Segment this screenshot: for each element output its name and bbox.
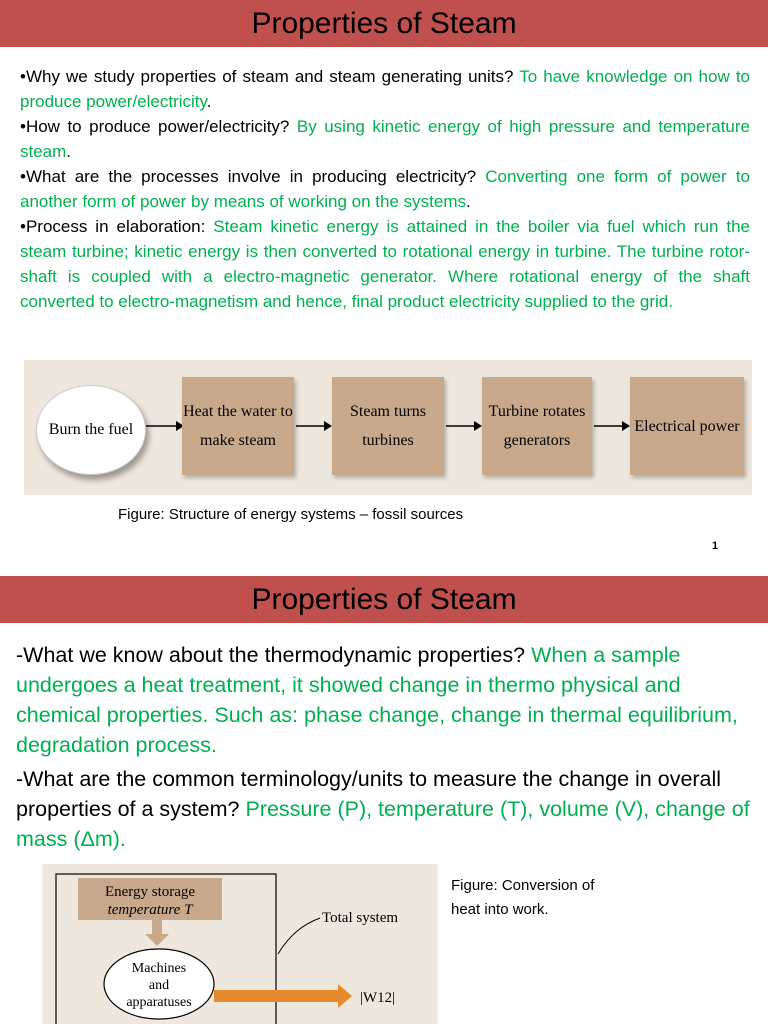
paragraph-thermo-properties	[16, 640, 756, 760]
total-system-label: Total system	[322, 910, 399, 926]
flow-step-turbine-generators	[482, 377, 592, 475]
flow-step-label: Electrical power	[634, 417, 740, 435]
heat-to-work-diagram	[42, 864, 438, 1024]
flow-step-label: Heat the water to make steam	[183, 403, 293, 449]
question-text: -What we know about the thermodynamic properties?	[16, 643, 532, 667]
question-text: •Why we study properties of steam and steam generating units?	[20, 67, 520, 86]
arrow-right-icon	[296, 420, 332, 432]
machines-label-1: Machines	[131, 961, 187, 976]
energy-flow-diagram	[24, 360, 752, 495]
flow-step-steam-turbines	[332, 377, 444, 475]
answer-text: Converting one form of power to another form of power by means of working on the systems	[20, 167, 750, 211]
answer-text: To have knowledge on how to produce power/electricity	[20, 67, 750, 111]
flow-step-label: Steam turns turbines	[350, 403, 426, 449]
arrow-down-icon	[145, 920, 169, 946]
sentence-end: .	[206, 92, 212, 111]
storage-label-1: Energy storage	[104, 884, 196, 900]
work-label: |W12|	[360, 990, 396, 1006]
slide-separator	[0, 566, 768, 576]
heat-to-work-svg	[42, 864, 438, 1024]
flow-step-electrical-power	[630, 377, 744, 475]
answer-text: By using kinetic energy of high pressure and temperature steam	[20, 117, 750, 161]
sentence-end: .	[465, 192, 471, 211]
work-arrow-icon	[214, 984, 352, 1008]
flow-start-ellipse: Burn the fuel	[36, 385, 146, 475]
page-number: 1	[712, 540, 719, 552]
question-text: -What are the common terminology/units to measure the change in overall properties of a system?	[16, 767, 722, 821]
slide-title: Properties of Steam	[0, 576, 768, 623]
paragraph-processes	[20, 164, 750, 214]
machines-label-2: and	[148, 978, 170, 993]
paragraph-how	[20, 114, 750, 164]
flow-step-label: Turbine rotates generators	[488, 403, 586, 449]
answer-text: Pressure (P), temperature (T), volume (V), change of mass (Δm).	[16, 797, 750, 851]
question-text: •What are the processes involve in producing electricity?	[20, 167, 486, 186]
figure-caption: Figure: Structure of energy systems – fossil sources	[118, 506, 464, 523]
paragraph-elaboration	[20, 214, 750, 314]
arrow-right-icon	[594, 420, 630, 432]
answer-text: Steam kinetic energy is attained in the boiler via fuel which run the steam turbine; kinetic energy is then converted to rotational energy in turbine. The turbine rotor-shaft is coupled with a electro-magnetic generator. Where rotational energy of the shaft converted to electro-magnetism and hence, final product electricity supplied to the grid.	[20, 217, 751, 311]
figure-caption: Figure: Conversion of heat into work.	[451, 877, 595, 918]
flow-step-heat-water	[182, 377, 294, 475]
question-text: •How to produce power/electricity?	[20, 117, 297, 136]
paragraph-units	[16, 764, 756, 854]
slide-title: Properties of Steam	[0, 0, 768, 47]
paragraph-why	[20, 64, 750, 114]
leader-line	[278, 918, 320, 954]
slide-1-body	[20, 64, 750, 314]
machines-label-3: apparatuses	[126, 995, 192, 1010]
answer-text: When a sample undergoes a heat treatment, it showed change in thermo physical and chemical properties. Such as: phase change, change in thermal equilibrium, degradation process.	[16, 643, 738, 757]
arrow-right-icon	[446, 420, 482, 432]
sentence-end: .	[66, 142, 72, 161]
question-text: •Process in elaboration:	[20, 217, 214, 236]
arrow-right-icon	[146, 420, 184, 432]
storage-label-2: temperature T	[107, 902, 193, 918]
slide-2	[0, 576, 768, 1024]
